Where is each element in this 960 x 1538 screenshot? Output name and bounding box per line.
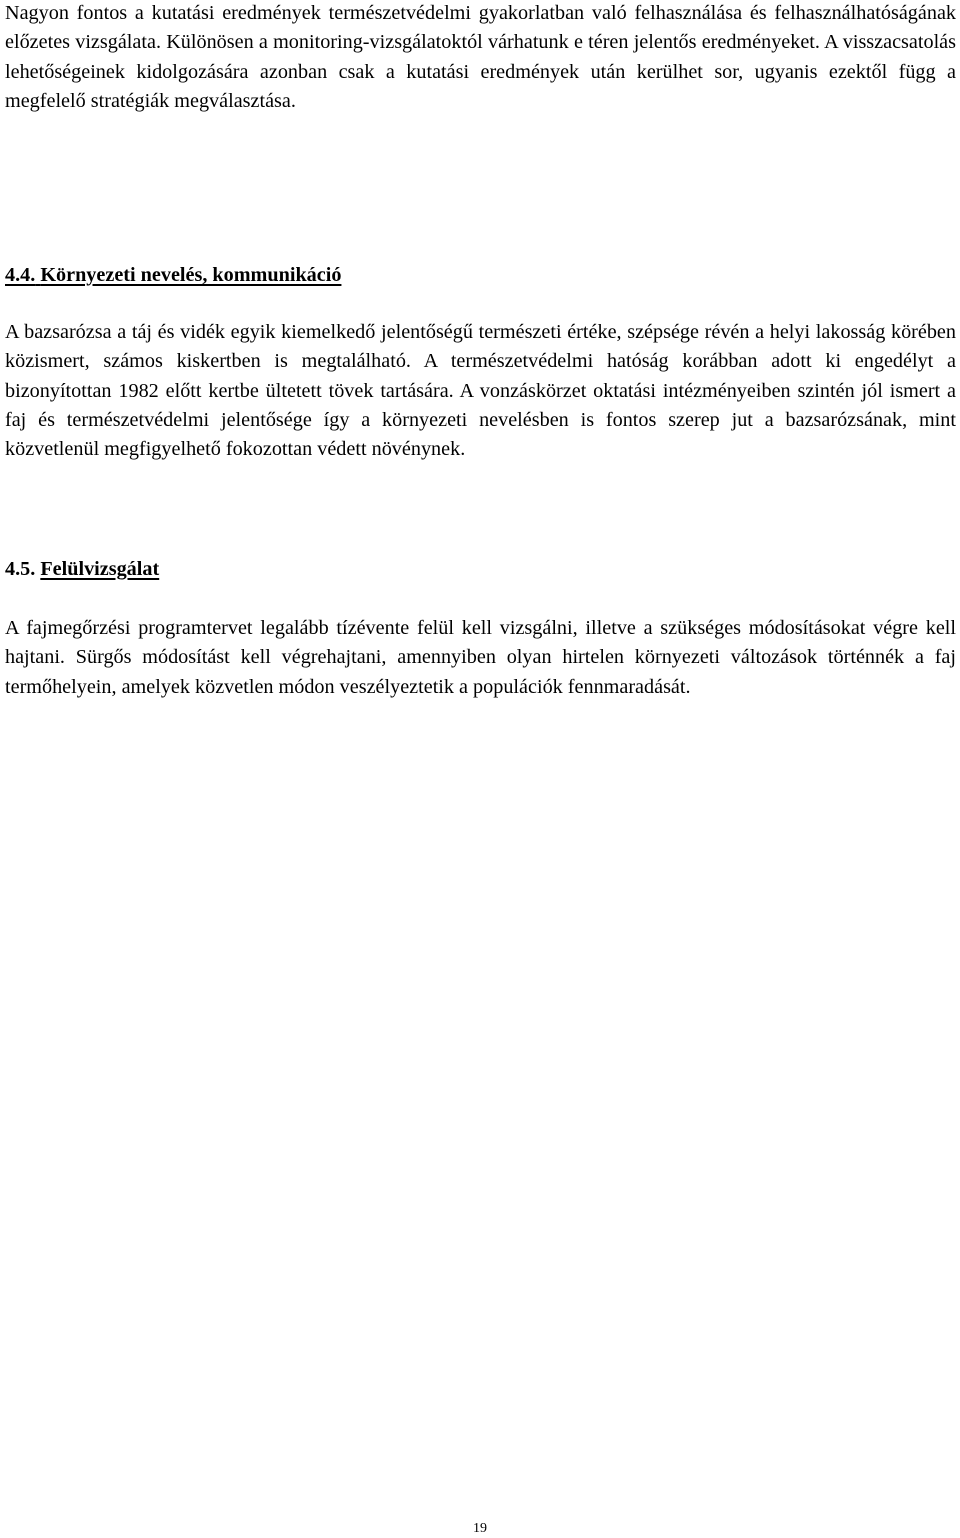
section-title-4-4: Környezeti nevelés, kommunikáció (40, 264, 342, 286)
section-4-5-paragraph: A fajmegőrzési programtervet legalább tízévente felül kell vizsgálni, illetve a szükséges módosításokat végre kell hajtani. Sürgős módosítást kell végrehajtani, amennyiben olyan hirtelen környezeti változások történnék a faj termőhelyein, amelyek közvetlen módon veszélyeztetik a populációk fennmaradását. (5, 617, 956, 698)
section-heading-4-4-text (5, 264, 341, 286)
section-heading-4-4 (5, 261, 341, 290)
section-heading-4-5 (5, 555, 159, 584)
intro-paragraph: Nagyon fontos a kutatási eredmények természetvédelmi gyakorlatban való felhasználása és felhasználhatóságának előzetes vizsgálata. Különösen a monitoring-vizsgálatoktól várhatunk e téren jelentős eredményeket. A visszacsatolás lehetőségeinek kidolgozására azonban csak a kutatási eredmények után kerülhet sor, ugyanis ezektől függ a megfelelő stratégiák megválasztása. (5, 2, 956, 112)
page-number: 19 (473, 1521, 487, 1536)
section-title-4-5: Felülvizsgálat (40, 558, 160, 580)
section-number-4-4: 4.4. (5, 264, 36, 286)
section-number-4-5: 4.5. (5, 558, 36, 580)
section-4-4-paragraph: A bazsarózsa a táj és vidék egyik kiemelkedő jelentőségű természeti értéke, szépsége révén a helyi lakosság körében közismert, számos kiskertben is megtalálható. A természetvédelmi hatóság korábban adott ki engedélyt a bizonyítottan 1982 előtt kertbe ültetett tövek tartására. A vonzáskörzet oktatási intézményeiben szintén jól ismert a faj és természetvédelmi jelentősége így a környezeti nevelésben is fontos szerep jut a bazsarózsának, mint közvetlenül megfigyelhető fokozottan védett növénynek. (5, 321, 956, 461)
